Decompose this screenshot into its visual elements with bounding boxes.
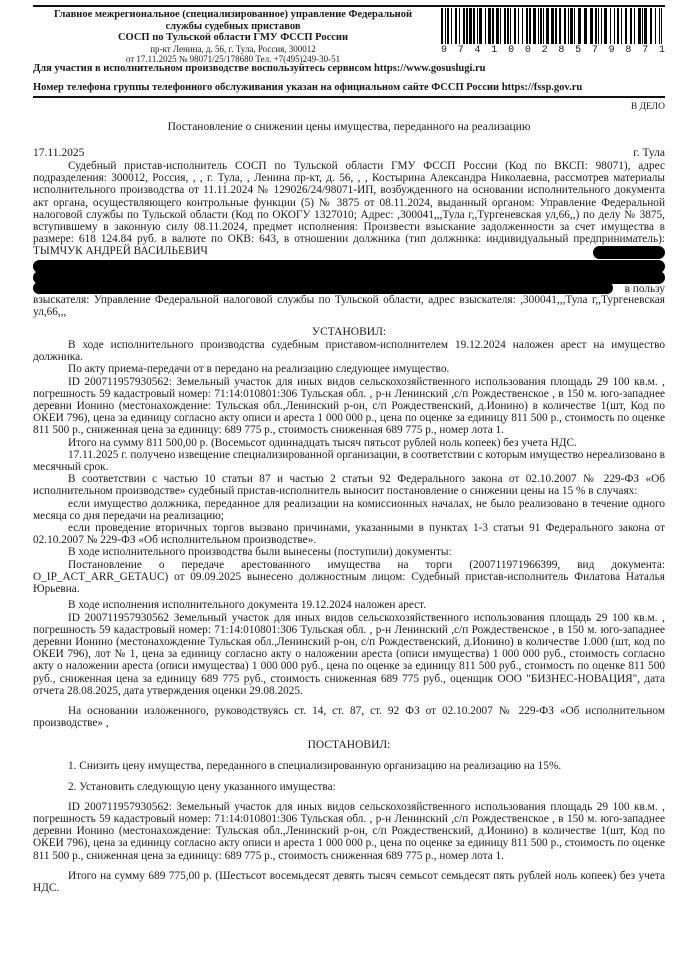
v-delo-mark: В ДЕЛО [630, 102, 665, 112]
barcode-digit: 0 [524, 45, 531, 56]
issuer-ref: от 17.11.2025 № 98071/25/178680 Тел. +7(495)249-30-51 [125, 53, 341, 64]
redaction-bar [593, 246, 665, 259]
intro-paragraph: Судебный пристав-исполнитель СОСП по Тульской области ГМУ ФССП России (Код по ВКСП: 98071), адрес подразделения: 300012, Россия, , , г. Тула, , Ленина пр-кт, д. 56, , , Костырина Александра Николаевна, рассмотрев материалы исполнительного производства от 11.11.2024 № 129026/24/98071-ИП, возбужденного на основании исполнительного документа акт органа, осуществляющего контрольные функции (5) № 3875 от 08.11.2024, выданный органом: Управление Федеральной налоговой службы по Тульской области (Код по ОКОГУ 1327010; Адрес: ,300041,,,Тула г,,Тургеневская ул,66,,) по делу № 3875, вступившему в законную силу 08.11.2024, предмет исполнения: Произвести взыскание задолженности за счет имущества в размере: 618 124.84 руб. в валюте по ОКВ: 643, в отношении должника (тип должника: индивидуальный предприниматель): ТЫМЧУК АНДРЕЙ ВАСИЛЬЕВИЧ [33, 160, 665, 258]
established-paragraph: если проведение вторичных торгов вызвано причинами, указанными в пунктах 1-3 статьи 91 Федерального закона от 02.10.2007 № 229-ФЗ «Об исполнительном производстве». [33, 522, 665, 547]
barcode-digit: 2 [541, 45, 548, 56]
barcode [441, 8, 665, 56]
intro-continuation: взыскателя: Управление Федеральной налоговой службы по Тульской области, адрес взыскателя: ,300041,,,Тула г,,Тургеневская ул,66,,, [33, 293, 665, 318]
established-paragraph: Итого на сумму 811 500,00 р. (Восемьсот одиннадцать тысяч пятьсот рублей ноль копеек) без учета НДС. [68, 436, 577, 449]
barcode-digit: 9 [608, 45, 615, 56]
established-paragraph: В соответствии с частью 10 статьи 87 и частью 2 статьи 92 Федерального закона от 02.10.2007 № 229-ФЗ «Об исполнительном производстве» судебный пристав-исполнитель выносит постановление о снижении цены на 15 % в случаях: [33, 473, 665, 498]
resolved-item: ID 200711957930562: Земельный участок для иных видов сельскохозяйственного использования площадь 29 100 кв.м. , погрешность 59 кадастровый номер: 71:14:010801:306 Тульская обл. , р-н Ленинский ,с/п Рождественское , в 150 м. юго-западнее деревни Ионино (местонахождение: Тульская обл.,Ленинский р-он, с/п Рождественский, д.Ионино) в количестве 1(шт, Код по ОКЕИ 796), цена за единицу согласно акту описи и ареста 1 000 000 р., цена по оценке за единицу 811 500 р., стоимость по оценке 811 500 р., сниженная цена за единицу: 689 775 р., стоимость сниженная 689 775 р., номер лота 1. [33, 800, 665, 862]
barcode-bars [441, 8, 665, 44]
barcode-digit: 8 [625, 45, 632, 56]
established-paragraph: В ходе исполнительного производства были вынесены (поступили) документы: [68, 546, 452, 559]
barcode-digit: 1 [658, 45, 665, 56]
established-paragraph: 17.11.2025 г. получено извещение специализированной организации, в соответствии с которым имущество нереализовано в месячный срок. [33, 448, 665, 474]
issuer-block [33, 9, 433, 64]
resolved-total: Итого на сумму 689 775,00 р. (Шестьсот восемьдесят девять тысяч семьсот семьдесят пять рублей ноль копеек) без учета НДС. [33, 869, 665, 894]
established-paragraph: Постановление о передаче арестованного имущества на торги (200711971966399, вид документа: O_IP_ACT_ARR_GETAUC) от 09.09.2025 вынесено должностным лицом: Судебный пристав-исполнитель Филатова Наталья Юрьевна. [33, 558, 665, 596]
gosuslugi-notice: Для участия в исполнительном производстве воспользуйтесь сервисом https://www.gosuslugi.ru [33, 63, 486, 74]
barcode-digit: 1 [491, 45, 498, 56]
document-title: Постановление о снижении цены имущества, переданного на реализацию [167, 121, 531, 133]
document-body [33, 160, 665, 894]
barcode-digit: 9 [441, 45, 448, 56]
established-paragraph: если имущество должника, переданное для реализации на комиссионных началах, не было реализовано в течение одного месяца со дня передачи на реализацию; [33, 497, 665, 522]
established-paragraph: ID 200711957930562: Земельный участок для иных видов сельскохозяйственного использования площадь 29 100 кв.м. , погрешность 59 кадастровый номер: 71:14:010801:306 Тульская обл. , р-н Ленинский ,с/п Рождественское , в 150 м. юго-западнее деревни Ионино (местонахождение: Тульская обл.,Ленинский р-он, с/п Рождественский, д.Ионино) в количестве 1(шт, Код по ОКЕИ 796), цена за единицу согласно акту описи и ареста 1 000 000 р., цена по оценке за единицу 811 500 р., стоимость по оценке 811 500 р., сниженная цена за единицу: 689 775 р., стоимость сниженная 689 775 р., номер лота 1. [33, 375, 665, 437]
header-bottom-rule [33, 96, 665, 98]
resolved-heading: ПОСТАНОВИЛ: [307, 739, 391, 752]
established-paragraph: По акту приема-передачи от в передано на реализацию следующее имущество. [68, 363, 450, 376]
issuer-address: пр-кт Ленина, д. 56, г. Тула, Россия, 300012 [150, 43, 316, 54]
phone-notice: Номер телефона группы телефонного обслуживания указан на официальном сайте ФССП России https://fssp.gov.ru [33, 82, 583, 93]
barcode-digit: 7 [591, 45, 598, 56]
barcode-digit: 7 [642, 45, 649, 56]
established-paragraph: В ходе исполнительного производства судебным приставом-исполнителем 19.12.2024 наложен арест на имущество должника. [33, 339, 665, 364]
header-top-rule [33, 5, 665, 7]
resolved-item: 1. Снизить цену имущества, переданного в специализированную организацию на реализацию на 15%. [68, 760, 562, 773]
issuer-org-line2: службы судебных приставов [165, 20, 301, 32]
basis-paragraph: На основании изложенного, руководствуясь ст. 14, ст. 87, ст. 92 ФЗ от 02.10.2007 № 229-ФЗ «Об исполнительном производстве» , [33, 704, 665, 730]
intro-tail: в пользу [624, 283, 665, 296]
redaction-bar [33, 282, 613, 294]
issuer-dept: СОСП по Тульской области ГМУ ФССП России [117, 32, 349, 43]
barcode-digit: 8 [558, 45, 565, 56]
barcode-digit: 5 [575, 45, 582, 56]
issuer-org-line1: Главное межрегиональное (специализированное) управление Федеральной [53, 9, 413, 20]
established-heading: УСТАНОВИЛ: [311, 326, 387, 339]
date-row [33, 147, 665, 159]
document-city: г. Тула [633, 147, 665, 159]
resolved-item: 2. Установить следующую цену указанного имущества: [68, 780, 336, 793]
established-paragraph: В ходе исполнения исполнительного документа 19.12.2024 наложен арест. [68, 599, 427, 612]
redacted-block [33, 258, 665, 294]
document-date: 17.11.2025 [33, 147, 85, 159]
barcode-digits [441, 45, 665, 56]
barcode-digit: 4 [474, 45, 481, 56]
barcode-bar [662, 8, 663, 44]
barcode-digit: 0 [508, 45, 515, 56]
barcode-digit: 7 [457, 45, 464, 56]
established-paragraph: ID 200711957930562 Земельный участок для иных видов сельскохозяйственного использования площадь 29 100 кв.м. , погрешность 59 кадастровый номер: 71:14:010801:306 Тульская обл. , р-н Ленинский ,с/п Рождественское , в 150 м. юго-западнее деревни Ионино (местонахождение Тульская обл.,Ленинский р-он, с/п Рождественский, д.Ионино) в количестве 1.000 (шт, код по ОКЕИ 796), лот № 1, цена за единицу согласно акту о наложении ареста (описи имущества) 1 000 000 руб., стоимость согласно акту о наложении ареста (описи имущества) 1 000 000 руб., цена по оценке за единицу 811 500 руб., стоимость по оценке 811 500 руб., сниженная цена за единицу 689 775 руб., стоимость сниженная 689 775 руб., оценщик ООО "БИЗНЕС-НОВАЦИЯ", дата отчета 28.08.2025, дата утверждения оценки 29.08.2025. [33, 611, 665, 697]
